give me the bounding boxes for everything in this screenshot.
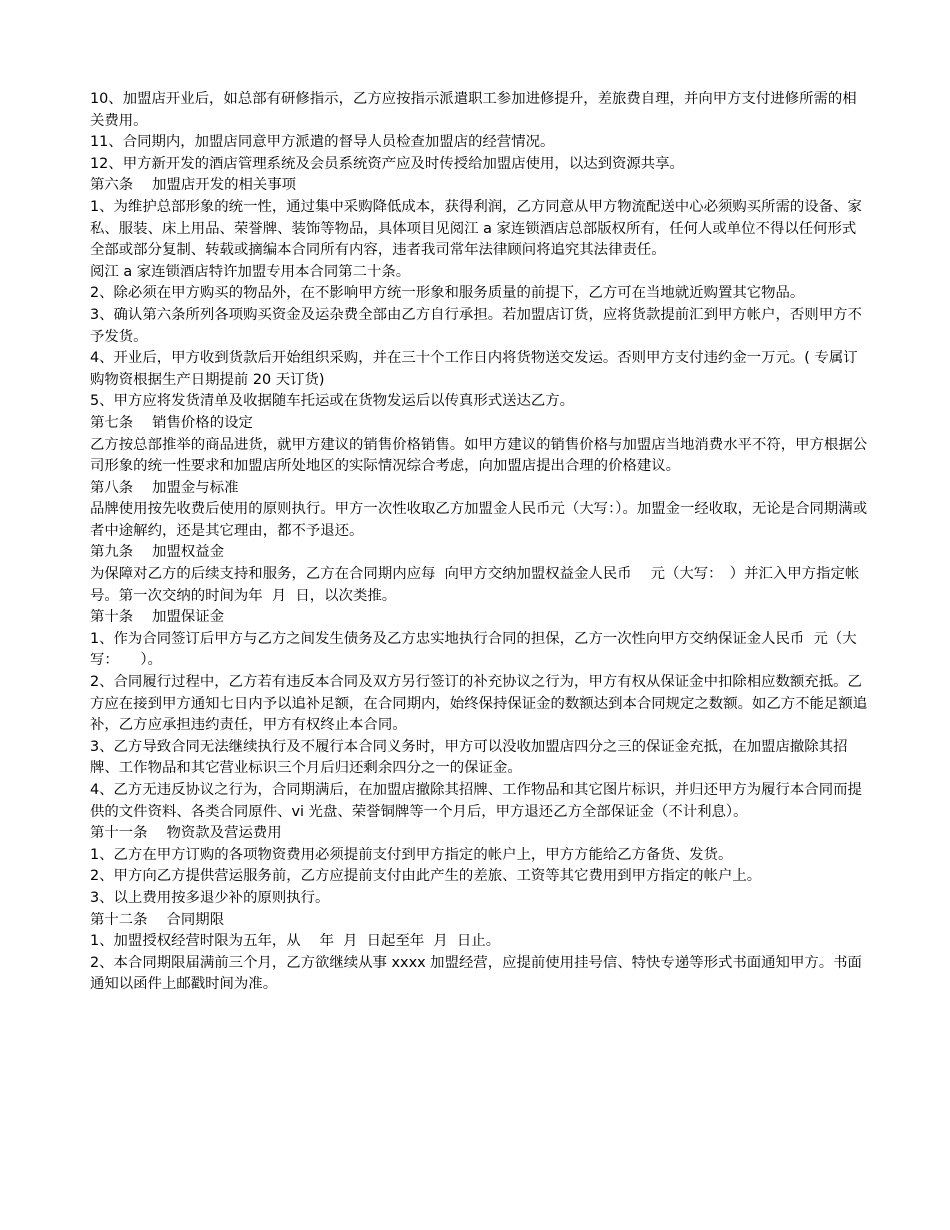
- section-heading: 第十二条 合同期限: [90, 911, 225, 928]
- section-heading: 第七条 销售价格的设定: [90, 414, 253, 431]
- section-heading: 第十一条 物资款及营运费用: [90, 825, 282, 842]
- paragraph: 2、合同履行过程中，乙方若有违反本合同及双方另行签订的补充协议之行为，甲方有权从保证金中扣除相应数额充抵。乙方应在接到甲方通知七日内予以追补足额，在合同期内，始终保持保证金的数额达到本合同规定之数额。如乙方不能足额追补，乙方应承担违约责任，甲方有权终止本合同。: [90, 674, 868, 734]
- paragraph: 1、乙方在甲方订购的各项物资费用必须提前支付到甲方指定的帐户上，甲方方能给乙方备货、发货。: [90, 846, 733, 863]
- paragraph: 2、除必须在甲方购买的物品外，在不影响甲方统一形象和服务质量的前提下，乙方可在当地就近购置其它物品。: [90, 285, 805, 302]
- document-body: [90, 89, 870, 996]
- paragraph: 3、乙方导致合同无法继续执行及不履行本合同义务时，甲方可以没收加盟店四分之三的保证金充抵，在加盟店撤除其招牌、工作物品和其它营业标识三个月后归还剩余四分之一的保证金。: [90, 738, 848, 777]
- paragraph: 3、确认第六条所列各项购买资金及运杂费全部由乙方自行承担。若加盟店订货，应将货款提前汇到甲方帐户，否则甲方不予发货。: [90, 306, 862, 345]
- paragraph: 品牌使用按先收费后使用的原则执行。甲方一次性收取乙方加盟金人民币元（大写：）。加盟金一经收取，无论是合同期满或者中途解约，还是其它理由，都不予退还。: [90, 501, 868, 539]
- paragraph: 为保障对乙方的后续支持和服务，乙方在合同期内应每 向甲方交纳加盟权益金人民币 元（大写： ）并汇入甲方指定帐号。第一次交纳的时间为年 月 日，以次类推。: [90, 566, 860, 604]
- paragraph: 11、合同期内，加盟店同意甲方派遣的督导人员检查加盟店的经营情况。: [90, 134, 555, 151]
- section-heading: 第十条 加盟保证金: [90, 609, 225, 626]
- paragraph: 5、甲方应将发货清单及收据随车托运或在货物发运后以传真形式送达乙方。: [90, 393, 575, 410]
- section-heading: 第九条 加盟权益金: [90, 544, 225, 561]
- section-heading: 第八条 加盟金与标准: [90, 479, 239, 496]
- paragraph: 2、本合同期限届满前三个月，乙方欲继续从事 xxxx 加盟经营，应提前使用挂号信、特快专递等形式书面通知甲方。书面通知以函件上邮戳时间为准。: [90, 954, 862, 993]
- paragraph: 阅江 a 家连锁酒店特许加盟专用本合同第二十条。: [90, 263, 411, 280]
- paragraph: 1、为维护总部形象的统一性，通过集中采购降低成本，获得利润，乙方同意从甲方物流配送中心必须购买所需的设备、家私、服装、床上用品、荣誉牌、装饰等物品，具体项目见阅江 a 家连锁酒店总部版权所有，任何人或单位不得以任何形式全部或部分复制、转载或摘编本合同所有内容，违者我司常年法律顾问将追究其法律责任。: [90, 198, 862, 259]
- paragraph: 10、加盟店开业后，如总部有研修指示，乙方应按指示派遣职工参加进修提升，差旅费自理，并向甲方支付进修所需的相关费用。: [90, 91, 857, 129]
- paragraph: 乙方按总部推举的商品进货，就甲方建议的销售价格销售。如甲方建议的销售价格与加盟店当地消费水平不符，甲方根据公司形象的统一性要求和加盟店所处地区的实际情况综合考虑，向加盟店提出合理的价格建议。: [90, 436, 868, 475]
- paragraph: 2、甲方向乙方提供营运服务前，乙方应提前支付由此产生的差旅、工资等其它费用到甲方指定的帐户上。: [90, 868, 762, 885]
- paragraph: 12、甲方新开发的酒店管理系统及会员系统资产应及时传授给加盟店使用，以达到资源共享。: [90, 155, 684, 172]
- paragraph: 1、作为合同签订后甲方与乙方之间发生债务及乙方忠实地执行合同的担保，乙方一次性向甲方交纳保证金人民币 元（大写： ）。: [90, 630, 857, 669]
- section-heading: 第六条 加盟店开发的相关事项: [90, 177, 297, 194]
- paragraph: 4、开业后，甲方收到货款后开始组织采购，并在三十个工作日内将货物送交发运。否则甲方支付违约金一万元。( 专属订购物资根据生产日期提前 20 天订货): [90, 350, 858, 388]
- paragraph: 1、加盟授权经营时限为五年，从 年 月 日起至年 月 日止。: [90, 933, 501, 950]
- paragraph: 3、以上费用按多退少补的原则执行。: [90, 889, 330, 906]
- paragraph: 4、乙方无违反协议之行为，合同期满后，在加盟店撤除其招牌、工作物品和其它图片标识，并归还甲方为履行本合同而提供的文件资料、各类合同原件、vi 光盘、荣誉铜牌等一个月后，甲方退还乙方全部保证金（不计利息）。: [90, 782, 862, 820]
